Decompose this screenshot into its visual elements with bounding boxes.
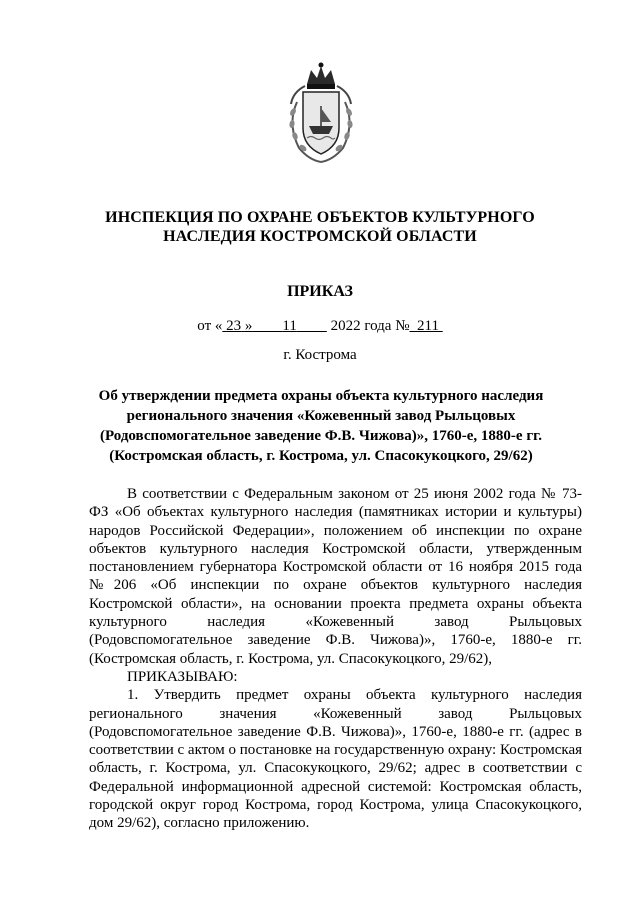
subject-line-4: (Костромская область, г. Кострома, ул. Спасокукоцкого, 29/62) — [109, 448, 533, 464]
order-word: ПРИКАЗЫВАЮ: — [127, 668, 238, 685]
date-month: 11 — [282, 318, 297, 334]
document-subject — [88, 386, 554, 466]
org-line-1: ИНСПЕКЦИЯ ПО ОХРАНЕ ОБЪЕКТОВ КУЛЬТУРНОГО — [105, 209, 535, 226]
subject-line-3: (Родовспомогательное заведение Ф.В. Чижова)», 1760-е, 1880-е гг. — [99, 428, 542, 444]
document-body — [89, 485, 582, 833]
date-day-suffix: » — [244, 318, 253, 334]
date-day: 23 — [226, 318, 242, 334]
document-city: г. Кострома — [283, 347, 357, 363]
kostroma-coat-of-arms-icon — [283, 62, 359, 168]
document-date-line — [0, 318, 640, 335]
org-line-2: НАСЛЕДИЯ КОСТРОМСКОЙ ОБЛАСТИ — [163, 228, 477, 245]
document-type: ПРИКАЗ — [287, 283, 353, 300]
subject-line-1: Об утверждении предмета охраны объекта культурного наследия — [98, 388, 544, 404]
organization-name — [0, 208, 640, 246]
date-prefix: от « — [197, 318, 223, 334]
document-number: 211 — [417, 318, 439, 334]
date-year: 2022 года № — [330, 318, 410, 334]
subject-line-2: регионального значения «Кожевенный завод Рыльцовых — [126, 408, 516, 424]
preamble-paragraph: В соответствии с Федеральным законом от 25 июня 2002 года № 73-ФЗ «Об объектах культурного наследия (памятниках истории и культуры) народов Российской Федерации», положением об инспекции по охране объектов культурного наследия Костромской области, утвержденным постановлением губернатора Костромской области от 16 ноября 2015 года №206 «Об инспекции по охране объектов культурного наследия Костромской области», на основании проекта предмета охраны объекта культурного наследия «Кожевенный завод Рыльцовых (Родовспомогательное заведение Ф.В. Чижова)», 1760-е, 1880-е гг. (Костромская область, г. Кострома, ул. Спасокукоцкого, 29/62), — [89, 486, 582, 667]
order-item-1: 1. Утвердить предмет охраны объекта культурного наследия регионального значения «Кожевенный завод Рыльцовых (Родовспомогательное заведение Ф.В. Чижова)», 1760-е, 1880-е гг. (адрес в соответствии с актом о постановке на государственную охрану: Костромская область, г. Кострома, ул. Спасокукоцкого, 29/62; адрес в соответствии с Федеральной информационной адресной системой: Костромская область, городской округ город Кострома, город Кострома, улица Спасокукоцкого, дом 29/62), согласно приложению. — [89, 687, 582, 832]
